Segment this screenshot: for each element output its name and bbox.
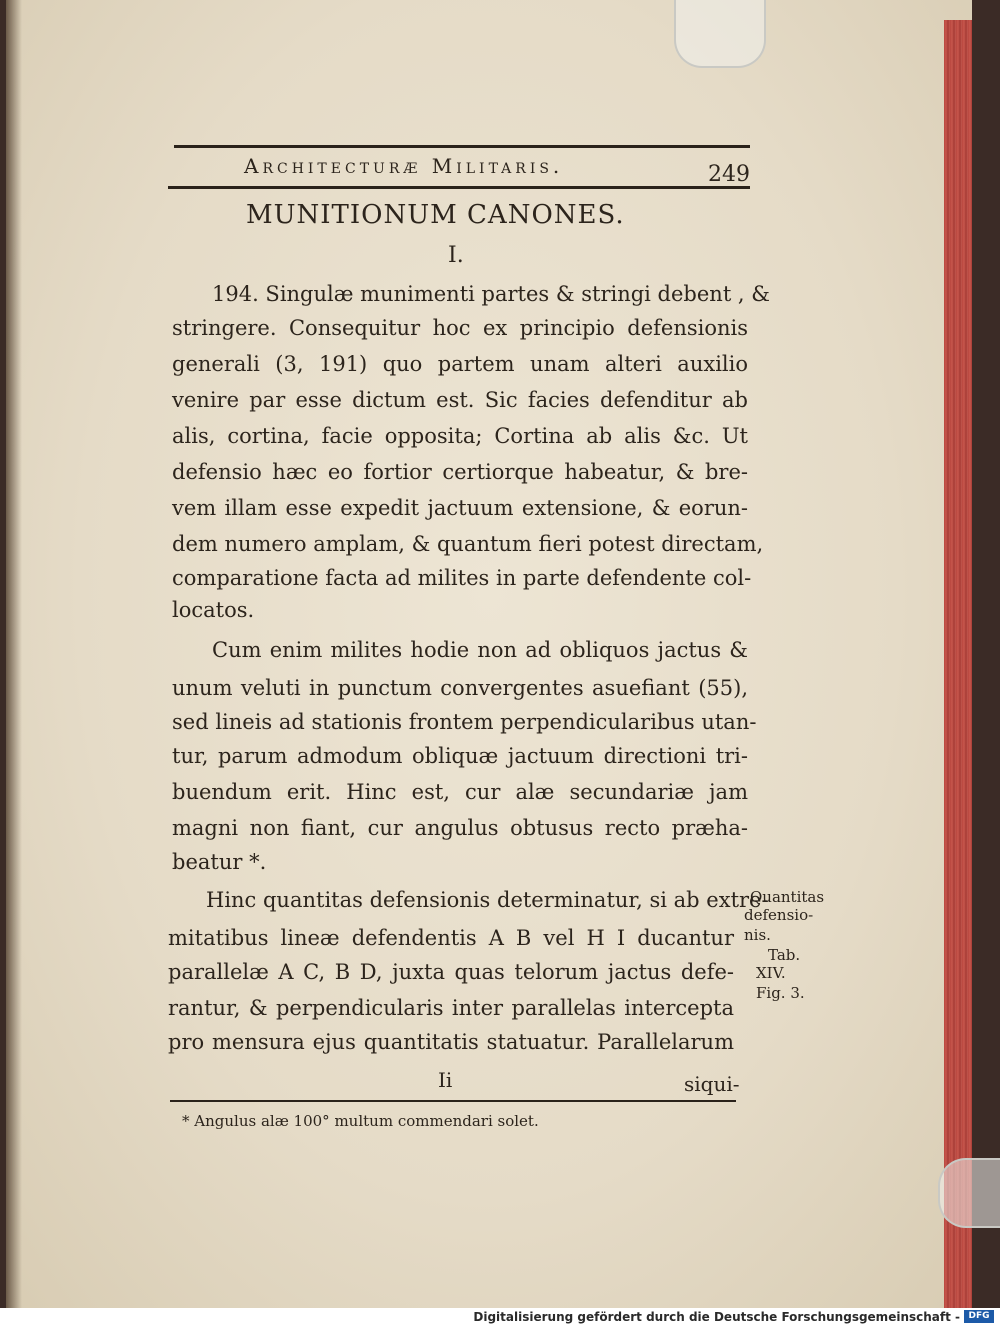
text-line: beatur *.: [172, 850, 267, 874]
header-rule-bottom: [168, 186, 750, 189]
credit-text: Digitalisierung gefördert durch die Deutsche Forschungsgemeinschaft -: [473, 1310, 960, 1324]
section-number: I.: [448, 243, 464, 268]
text-line: vem illam esse expedit jactuum extensione, & eorun-: [172, 496, 748, 520]
signature-mark: Ii: [438, 1068, 453, 1092]
page-clip-right: [938, 1158, 1000, 1228]
margin-note: XIV.: [756, 964, 786, 982]
text-line: pro mensura ejus quantitatis statuatur. Parallelarum: [168, 1030, 734, 1054]
text-line: locatos.: [172, 598, 255, 622]
text-line: sed lineis ad stationis frontem perpendicularibus utan-: [172, 710, 757, 734]
header-rule-top: [174, 145, 750, 148]
catchword: siqui-: [684, 1072, 740, 1096]
footnote: * Angulus alæ 100° multum commendari solet.: [182, 1112, 539, 1130]
gutter-shadow: [6, 0, 22, 1308]
margin-note: Tab.: [768, 946, 801, 964]
credit-bar: [0, 1308, 1000, 1326]
text-line: rantur, & perpendicularis inter parallelas intercepta: [168, 996, 734, 1020]
text-line: parallelæ A C, B D, juxta quas telorum jactus defe-: [168, 960, 734, 984]
running-title: Architecturæ Militaris.: [244, 154, 564, 178]
text-line: Hinc quantitas defensionis determinatur, si ab extre-: [206, 888, 769, 912]
margin-note: Fig. 3.: [756, 984, 805, 1002]
text-line: alis, cortina, facie opposita; Cortina ab alis &c. Ut: [172, 424, 748, 448]
footnote-rule: [170, 1100, 736, 1102]
text-line: dem numero amplam, & quantum fieri potest directam,: [172, 532, 764, 556]
margin-note: defensio-: [744, 906, 814, 924]
text-line: buendum erit. Hinc est, cur alæ secundariæ jam: [172, 780, 748, 804]
text-line: 194. Singulæ munimenti partes & stringi debent , &: [212, 282, 770, 306]
text-line: stringere. Consequitur hoc ex principio defensionis: [172, 316, 748, 340]
margin-note: Quantitas: [750, 888, 825, 906]
margin-note: nis.: [744, 926, 771, 944]
page-number: 249: [708, 162, 750, 187]
text-line: magni non fiant, cur angulus obtusus recto præha-: [172, 816, 748, 840]
text-line: mitatibus lineæ defendentis A B vel H I ducantur: [168, 926, 734, 950]
page-edge: [944, 20, 972, 1308]
text-line: Cum enim milites hodie non ad obliquos jactus &: [212, 638, 748, 662]
book-page: [6, 0, 972, 1308]
text-line: defensio hæc eo fortior certiorque habeatur, & bre-: [172, 460, 748, 484]
text-line: generali (3, 191) quo partem unam alteri auxilio: [172, 352, 748, 376]
text-line: unum veluti in punctum convergentes asuefiant (55),: [172, 676, 748, 700]
text-line: comparatione facta ad milites in parte defendente col-: [172, 566, 752, 590]
text-line: tur, parum admodum obliquæ jactuum directioni tri-: [172, 744, 748, 768]
page-clip-top: [674, 0, 766, 68]
text-line: venire par esse dictum est. Sic facies defenditur ab: [172, 388, 748, 412]
section-title: MUNITIONUM CANONES.: [246, 200, 625, 230]
dfg-logo: DFG: [964, 1310, 994, 1323]
